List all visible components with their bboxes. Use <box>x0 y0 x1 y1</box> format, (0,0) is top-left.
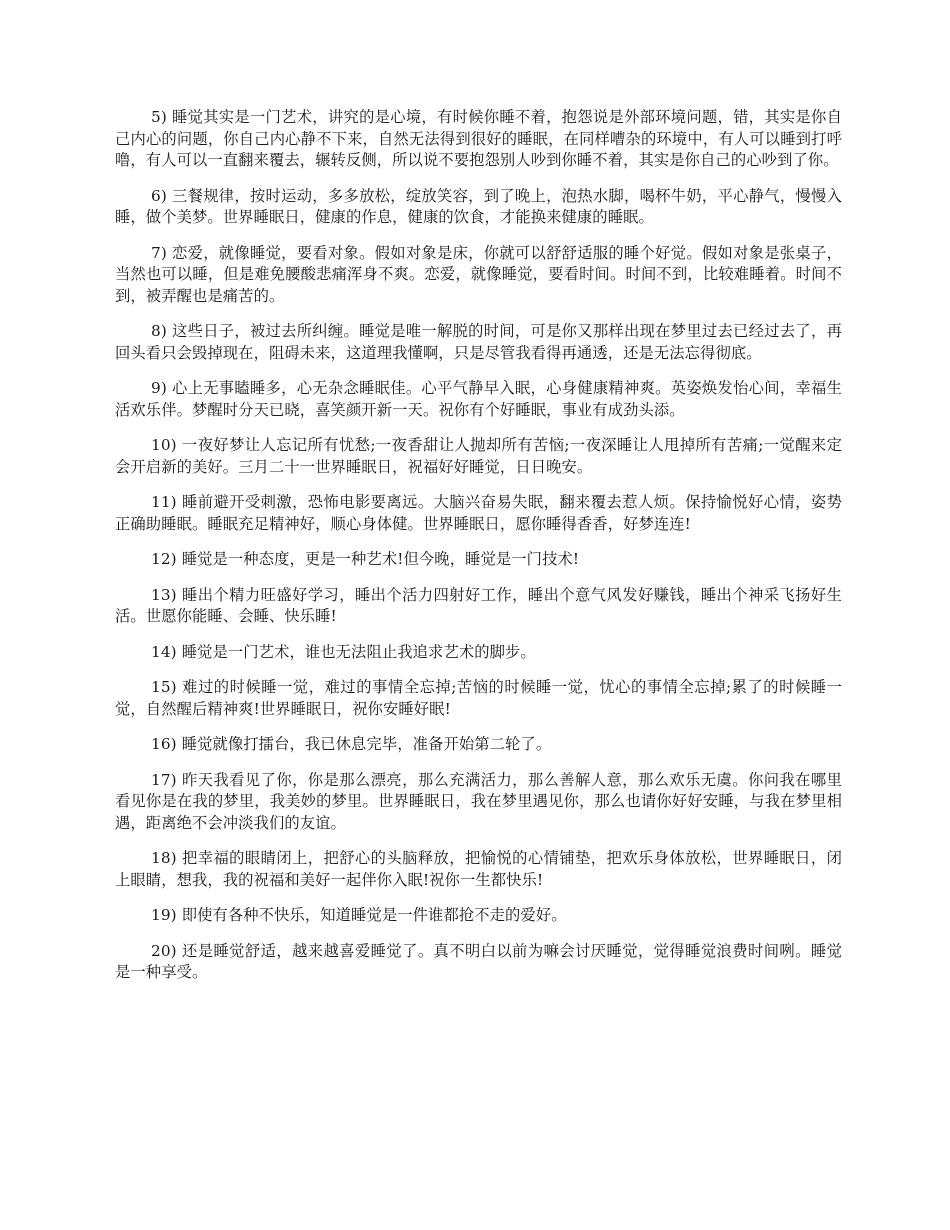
paragraph-14: 14) 睡觉是一门艺术，谁也无法阻止我追求艺术的脚步。 <box>151 642 536 661</box>
paragraph-9: 9) 心上无事瞌睡多，心无杂念睡眠佳。心平气静早入眠，心身健康精神爽。英姿焕发怡心间，幸福生活欢乐伴。梦醒时分天已晓，喜笑颜开新一天。祝你有个好睡眠，事业有成劲头添。 <box>115 379 842 419</box>
paragraph-18: 18) 把幸福的眼睛闭上，把舒心的头脑释放，把愉悦的心情铺垫，把欢乐身体放松，世界睡眠日，闭上眼睛，想我，我的祝福和美好一起伴你入眠!祝你一生都快乐! <box>115 849 842 889</box>
paragraph-13: 13) 睡出个精力旺盛好学习，睡出个活力四射好工作，睡出个意气风发好赚钱，睡出个神采飞扬好生活。世愿你能睡、会睡、快乐睡! <box>115 585 842 625</box>
paragraph-17: 17) 昨天我看见了你，你是那么漂亮，那么充满活力，那么善解人意，那么欢乐无虞。你问我在哪里看见你是在我的梦里，我美妙的梦里。世界睡眠日，我在梦里遇见你，那么也请你好好安睡，与我在梦里相遇，距离绝不会冲淡我们的友谊。 <box>115 770 842 832</box>
paragraph-16: 16) 睡觉就像打擂台，我已休息完毕，准备开始第二轮了。 <box>151 735 552 753</box>
document-body <box>115 107 842 998</box>
paragraph-5: 5) 睡觉其实是一门艺术，讲究的是心境，有时候你睡不着，抱怨说是外部环境问题，错，其实是你自己内心的问题，你自己内心静不下来，自然无法得到很好的睡眠，在同样嘈杂的环境中，有人可以睡到打呼噜，有人可以一直翻来覆去，辗转反侧，所以说不要抱怨别人吵到你睡不着，其实是你自己的心吵到了你。 <box>115 108 842 169</box>
paragraph-6: 6) 三餐规律，按时运动，多多放松，绽放笑容，到了晚上，泡热水脚，喝杯牛奶，平心静气，慢慢入睡，做个美梦。世界睡眠日，健康的作息，健康的饮食，才能换来健康的睡眠。 <box>115 186 842 226</box>
paragraph-11: 11) 睡前避开受刺激，恐怖电影要离远。大脑兴奋易失眠，翻来覆去惹人烦。保持愉悦好心情，姿势正确助睡眠。睡眠充足精神好，顺心身体健。世界睡眠日，愿你睡得香香，好梦连连! <box>115 493 842 533</box>
paragraph-15: 15) 难过的时候睡一觉，难过的事情全忘掉;苦恼的时候睡一觉，忧心的事情全忘掉;累了的时候睡一觉，自然醒后精神爽!世界睡眠日，祝你安睡好眠! <box>115 678 842 718</box>
paragraph-7: 7) 恋爱，就像睡觉，要看对象。假如对象是床，你就可以舒舒适服的睡个好觉。假如对象是张桌子，当然也可以睡，但是难免腰酸悲痛浑身不爽。恋爱，就像睡觉，要看时间。时间不到，比较难睡着。时间不到，被弄醒也是痛苦的。 <box>115 243 842 305</box>
paragraph-19: 19) 即使有各种不快乐，知道睡觉是一件谁都抢不走的爱好。 <box>151 906 567 924</box>
paragraph-8: 8) 这些日子，被过去所纠缠。睡觉是唯一解脱的时间，可是你又那样出现在梦里过去已经过去了，再回头看只会毁掉现在，阻碍未来，这道理我懂啊，只是尽管我看得再通透，还是无法忘得彻底。 <box>115 322 842 362</box>
paragraph-12: 12) 睡觉是一种态度，更是一种艺术!但今晚，睡觉是一门技术! <box>151 550 580 568</box>
paragraph-10: 10) 一夜好梦让人忘记所有忧愁;一夜香甜让人抛却所有苦恼;一夜深睡让人甩掉所有苦痛;一觉醒来定会开启新的美好。三月二十一世界睡眠日，祝福好好睡觉，日日晚安。 <box>115 436 842 476</box>
paragraph-20: 20) 还是睡觉舒适，越来越喜爱睡觉了。真不明白以前为嘛会讨厌睡觉，觉得睡觉浪费时间咧。睡觉是一种享受。 <box>115 941 842 981</box>
